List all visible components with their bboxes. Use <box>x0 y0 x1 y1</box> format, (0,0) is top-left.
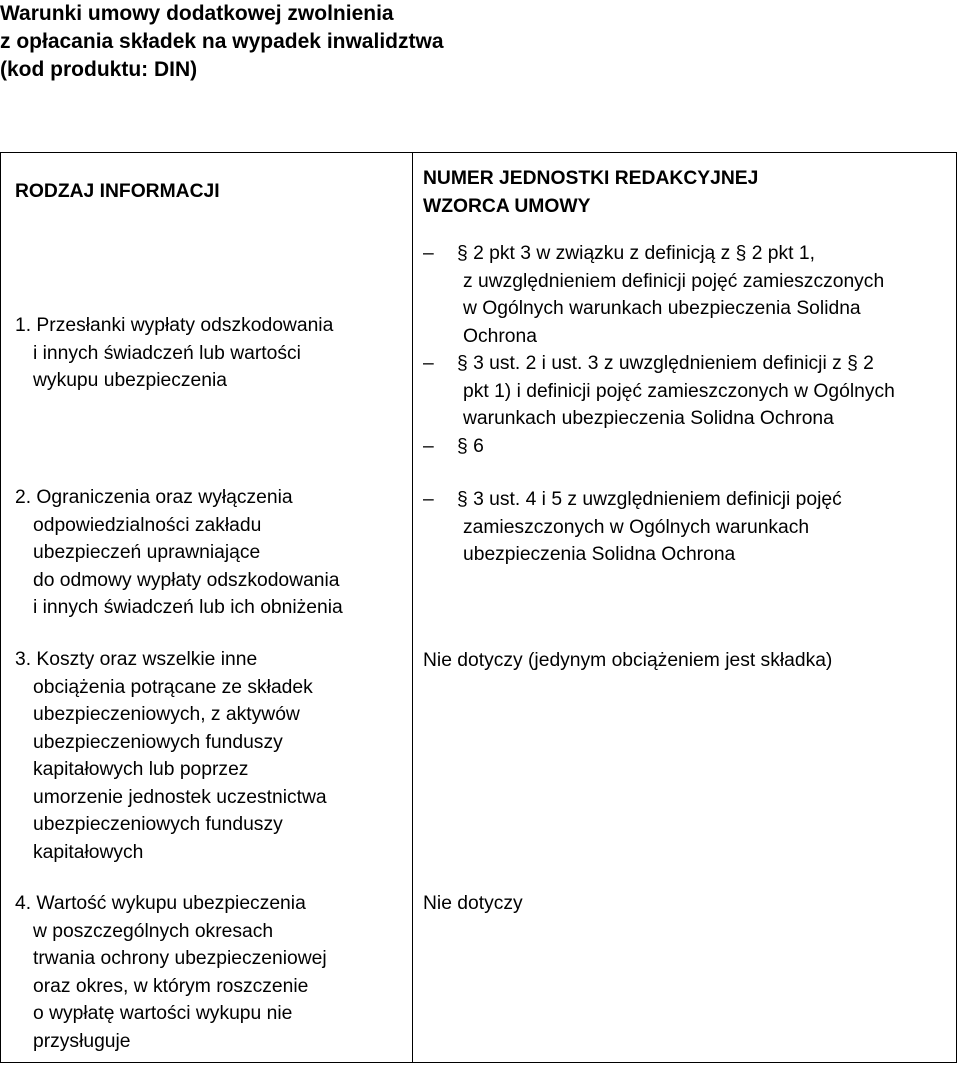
row-1-item-1-line: – § 2 pkt 3 w związku z definicją z § 2 pkt 1, <box>423 240 895 268</box>
header-left <box>15 178 220 206</box>
row-3-left-line: obciążenia potrącane ze składek <box>33 676 313 698</box>
title-line: z opłacania składek na wypadek inwalidztwa <box>0 30 444 53</box>
row-2-left-line: i innych świadczeń lub ich obniżenia <box>33 597 343 618</box>
row-4-right <box>423 890 523 918</box>
row-1-left <box>15 312 333 395</box>
row-3-right-text: Nie dotyczy (jedynym obciążeniem jest składka) <box>423 650 833 671</box>
row-1-item-1-line: z uwzględnieniem definicji pojęć zamieszczonych <box>463 270 885 292</box>
row-1-left-line: wykupu ubezpieczenia <box>33 370 228 391</box>
row-2-item-1-line: zamieszczonych w Ogólnych warunkach <box>463 516 810 538</box>
row-1-item-2-line: warunkach ubezpieczenia Solidna Ochrona <box>463 408 834 429</box>
row-2-left-line: ubezpieczeń uprawniające <box>33 542 261 563</box>
row-3-left-line: kapitałowych <box>33 841 144 863</box>
row-1-left-line: i innych świadczeń lub wartości <box>33 342 301 364</box>
row-1-item-1-line: Ochrona <box>463 325 537 347</box>
row-4-left-line: 4. Wartość wykupu ubezpieczenia <box>15 893 306 914</box>
dash-mark: – <box>423 243 434 264</box>
row-3-left-line: kapitałowych lub poprzez <box>33 759 249 780</box>
row-3-left <box>15 646 327 866</box>
row-1-item-2-line: pkt 1) i definicji pojęć zamieszczonych w Ogólnych <box>463 380 895 402</box>
document-title <box>0 0 940 84</box>
row-3-left-line: umorzenie jednostek uczestnictwa <box>33 786 327 808</box>
row-4-left-line: oraz okres, w którym roszczenie <box>33 975 309 997</box>
row-4-left-line: przysługuje <box>33 1030 131 1052</box>
row-2-left-line: do odmowy wypłaty odszkodowania <box>33 569 340 591</box>
dash-mark: – <box>423 489 434 510</box>
row-2-right <box>423 486 842 569</box>
row-1-item-3-line: – § 6 <box>423 433 895 461</box>
dash-mark: – <box>423 435 434 457</box>
row-3-right <box>423 647 832 675</box>
row-4-right-text: Nie dotyczy <box>423 893 523 914</box>
row-1-item-2-line: – § 3 ust. 2 i ust. 3 z uwzględnieniem definicji z § 2 <box>423 350 895 378</box>
row-2-item-1-line: ubezpieczenia Solidna Ochrona <box>463 544 736 565</box>
row-4-left-line: o wypłatę wartości wykupu nie <box>33 1003 293 1024</box>
row-3-left-line: 3. Koszty oraz wszelkie inne <box>15 649 258 670</box>
title-line: (kod produktu: DIN) <box>0 58 198 81</box>
header-right-line: WZORCA UMOWY <box>423 195 591 217</box>
row-4-left-line: w poszczególnych okresach <box>33 920 274 942</box>
row-2-left-line: 2. Ograniczenia oraz wyłączenia <box>15 487 293 508</box>
header-left-text: RODZAJ INFORMACJI <box>15 181 220 202</box>
row-2-left-line: odpowiedzialności zakładu <box>33 514 262 536</box>
row-2-item-1-line: – § 3 ust. 4 i 5 z uwzględnieniem definicji pojęć <box>423 486 842 514</box>
row-4-left <box>15 890 327 1055</box>
row-1-left-line: 1. Przesłanki wypłaty odszkodowania <box>15 315 334 336</box>
row-2-left <box>15 484 343 622</box>
header-right-line: NUMER JEDNOSTKI REDAKCYJNEJ <box>423 168 759 189</box>
row-1-item-1-line: w Ogólnych warunkach ubezpieczenia Solidna <box>463 298 861 319</box>
dash-mark: – <box>423 353 434 374</box>
row-3-left-line: ubezpieczeniowych funduszy <box>33 731 283 753</box>
row-3-left-line: ubezpieczeniowych, z aktywów <box>33 704 300 725</box>
column-divider <box>412 152 413 1063</box>
row-3-left-line: ubezpieczeniowych funduszy <box>33 814 283 835</box>
row-4-left-line: trwania ochrony ubezpieczeniowej <box>33 948 327 969</box>
header-right <box>423 165 758 220</box>
row-1-right <box>423 240 895 460</box>
title-line: Warunki umowy dodatkowej zwolnienia <box>0 2 394 25</box>
